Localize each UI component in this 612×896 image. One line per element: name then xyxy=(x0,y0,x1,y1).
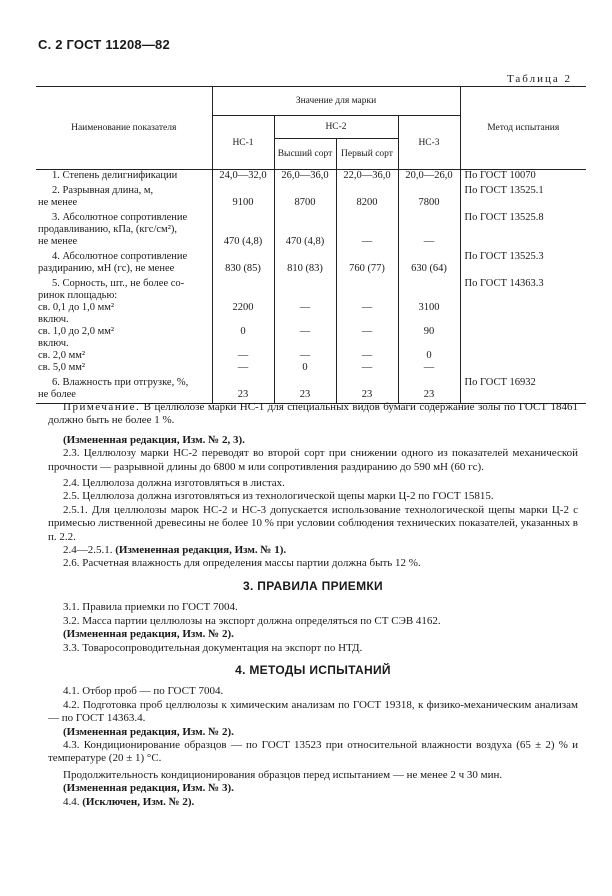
paragraph-2-5: 2.5. Целлюлоза должна изготовляться из технологической щепы марки Ц-2 по ГОСТ 15815. xyxy=(63,490,494,503)
value-line: 2200 xyxy=(232,302,254,313)
cell-indicator-name xyxy=(36,182,212,209)
value-line: 0 xyxy=(240,326,246,337)
indicator-name-line: 6. Влажность при отгрузке, %, xyxy=(52,377,189,388)
cell-value-top-grade xyxy=(274,170,336,183)
col-header-grade-value: Значение для марки xyxy=(212,87,460,116)
value-line xyxy=(277,185,334,197)
value-line: 3100 xyxy=(418,302,440,313)
indicator-name-line: не более xyxy=(38,389,76,400)
cell-value-nc1 xyxy=(212,170,274,183)
indicator-name-line: 4. Абсолютное сопротивление xyxy=(52,251,188,262)
value-line: 0 xyxy=(302,362,308,373)
paragraph-2-6: 2.6. Расчетная влажность для определения массы партии должна быть 12 %. xyxy=(63,557,421,570)
document-body xyxy=(48,401,578,809)
value-line: 7800 xyxy=(418,197,440,208)
table-row xyxy=(36,248,586,275)
value-line: — xyxy=(299,350,311,361)
cell-test-method: По ГОСТ 14363.3 xyxy=(460,275,586,374)
indicator-name-line: включ. xyxy=(38,314,69,325)
paragraph-3-1: 3.1. Правила приемки по ГОСТ 7004. xyxy=(63,601,238,614)
value-line: 23 xyxy=(299,389,311,400)
paragraph-4-1: 4.1. Отбор проб — по ГОСТ 7004. xyxy=(63,685,224,698)
value-line xyxy=(277,224,334,236)
indicator-name-line: не менее xyxy=(38,236,78,247)
indicator-name-line: ринок площадью: xyxy=(38,290,118,301)
paragraph-2-3: 2.3. Целлюлозу марки НС-2 переводят во второй сорт при снижении одного из показателей механической прочности — разрывной длины до 6800 м или сопротивления раздиранию до 590 мН (60 гс). xyxy=(48,447,578,473)
value-line xyxy=(401,290,458,302)
value-line xyxy=(401,185,458,197)
cell-value-top-grade xyxy=(274,209,336,248)
spec-table xyxy=(36,86,586,404)
cell-indicator-name xyxy=(36,209,212,248)
value-line xyxy=(277,212,334,224)
cell-value-first-grade xyxy=(336,248,398,275)
cell-indicator-name xyxy=(36,275,212,374)
value-line xyxy=(401,377,458,389)
value-line: — xyxy=(299,302,311,313)
value-line: 760 (77) xyxy=(349,263,385,274)
value-line xyxy=(277,278,334,290)
value-line: 8700 xyxy=(294,197,316,208)
col-header-method: Метод испытания xyxy=(460,87,586,170)
value-line xyxy=(401,314,458,326)
value-line: — xyxy=(361,362,373,373)
value-line xyxy=(215,290,272,302)
indicator-name-line: св. 0,1 до 1,0 мм² xyxy=(38,302,115,313)
value-line: 470 (4,8) xyxy=(285,236,325,247)
indicator-name-line: св. 1,0 до 2,0 мм² xyxy=(38,326,115,337)
indicator-name-line: 3. Абсолютное сопротивление xyxy=(52,212,188,223)
value-line xyxy=(277,377,334,389)
cell-value-top-grade xyxy=(274,248,336,275)
value-line: 24,0—32,0 xyxy=(219,170,267,181)
col-header-name: Наименование показателя xyxy=(36,87,212,170)
cell-value-nc1 xyxy=(212,182,274,209)
col-header-nc3: НС-3 xyxy=(398,116,460,170)
value-line: 470 (4,8) xyxy=(223,236,263,247)
value-line: 830 (85) xyxy=(225,263,261,274)
value-line: — xyxy=(237,362,249,373)
value-line: — xyxy=(423,362,435,373)
value-line xyxy=(401,224,458,236)
edit-note: (Исключен, Изм. № 2). xyxy=(79,795,195,808)
note-text: В целлюлозе марки НС-1 для специальных видов бумаги содержание золы по ГОСТ 18461 должно быть не более 1 %. xyxy=(48,401,578,427)
indicator-name-line: продавливанию, кПа, (кгс/см²), xyxy=(38,224,177,235)
value-line xyxy=(339,338,396,350)
value-line: 9100 xyxy=(232,197,254,208)
indicator-name-line: включ. xyxy=(38,338,69,349)
value-line xyxy=(339,224,396,236)
section-title-test-methods: 4. МЕТОДЫ ИСПЫТАНИЙ xyxy=(235,662,391,677)
value-line: — xyxy=(361,350,373,361)
value-line xyxy=(215,338,272,350)
value-line: — xyxy=(361,326,373,337)
cell-value-nc1 xyxy=(212,275,274,374)
cell-value-nc1 xyxy=(212,248,274,275)
value-line xyxy=(215,212,272,224)
value-line: 26,0—36,0 xyxy=(281,170,329,181)
value-line xyxy=(339,314,396,326)
paragraph-4-4 xyxy=(48,796,578,809)
cell-test-method: По ГОСТ 16932 xyxy=(460,374,586,404)
table-row xyxy=(36,275,586,374)
value-line xyxy=(339,377,396,389)
col-header-nc1: НС-1 xyxy=(212,116,274,170)
value-line xyxy=(215,377,272,389)
value-line: 630 (64) xyxy=(411,263,447,274)
table-row xyxy=(36,170,586,183)
value-line xyxy=(339,278,396,290)
value-line: 90 xyxy=(423,326,435,337)
paragraph-2-5-1: 2.5.1. Для целлюлозы марок НС-2 и НС-3 допускается использование технологической щепы марки Ц-2 с примесью лиственной древесины не более 10 % при условии соблюдения технических показателей, указанных в п. 2.2. xyxy=(48,503,578,543)
indicator-name-line: 1. Степень делигнификации xyxy=(52,170,178,181)
note-label: Примечание. xyxy=(63,401,141,413)
value-line: 20,0—26,0 xyxy=(405,170,453,181)
cell-value-nc3 xyxy=(398,209,460,248)
value-line xyxy=(339,212,396,224)
cell-test-method: По ГОСТ 13525.1 xyxy=(460,182,586,209)
cell-value-top-grade xyxy=(274,275,336,374)
paragraph-2-4: 2.4. Целлюлоза должна изготовляться в листах. xyxy=(63,477,285,490)
value-line xyxy=(401,278,458,290)
cell-test-method: По ГОСТ 13525.8 xyxy=(460,209,586,248)
indicator-name-line: раздиранию, мН (гс), не менее xyxy=(38,263,175,274)
section-title-acceptance: 3. ПРАВИЛА ПРИЕМКИ xyxy=(243,578,383,593)
value-line xyxy=(401,338,458,350)
cell-value-nc3 xyxy=(398,248,460,275)
value-line xyxy=(215,251,272,263)
cell-value-nc1 xyxy=(212,374,274,404)
cell-value-nc1 xyxy=(212,209,274,248)
value-line: — xyxy=(361,302,373,313)
value-line xyxy=(215,314,272,326)
value-line xyxy=(339,185,396,197)
indicator-name-line: 5. Сорность, шт., не более со- xyxy=(52,278,185,289)
value-line: 22,0—36,0 xyxy=(343,170,391,181)
value-line xyxy=(277,338,334,350)
paragraph-3-3: 3.3. Товаросопроводительная документация на экспорт по НТД. xyxy=(63,641,363,654)
cell-value-first-grade xyxy=(336,209,398,248)
col-header-top-grade: Высший сорт xyxy=(274,139,336,170)
cell-value-first-grade xyxy=(336,275,398,374)
paragraph-4-3: 4.3. Кондиционирование образцов — по ГОСТ 13523 при относительной влажности воздуха (65 ± 2) % и температуре (20 ± 1) °С. xyxy=(48,738,578,765)
page-header: С. 2 ГОСТ 11208—82 xyxy=(38,37,170,52)
cell-value-first-grade xyxy=(336,374,398,404)
indicator-name-line: св. 2,0 мм² xyxy=(38,350,86,361)
cell-value-first-grade xyxy=(336,170,398,183)
value-line: — xyxy=(361,236,373,247)
paragraph-4-2: 4.2. Подготовка проб целлюлозы к химическим анализам по ГОСТ 19318, к физико-механическим анализам — по ГОСТ 14363.4. xyxy=(48,698,578,725)
cell-indicator-name xyxy=(36,248,212,275)
indicator-name-line: 2. Разрывная длина, м, xyxy=(52,185,154,196)
value-line xyxy=(277,290,334,302)
paragraph-2-4-2-5-1 xyxy=(48,544,578,557)
cell-value-nc3 xyxy=(398,182,460,209)
edit-note: (Измененная редакция, Изм. № 2, 3). xyxy=(63,433,245,446)
cell-value-nc3 xyxy=(398,170,460,183)
value-line: — xyxy=(237,350,249,361)
clause-ref: 4.4. xyxy=(63,795,80,808)
value-line: 23 xyxy=(423,389,435,400)
value-line xyxy=(215,224,272,236)
cell-test-method: По ГОСТ 13525.3 xyxy=(460,248,586,275)
col-header-first-grade: Первый сорт xyxy=(336,139,398,170)
value-line xyxy=(401,251,458,263)
value-line xyxy=(215,185,272,197)
table-note xyxy=(48,401,578,428)
value-line xyxy=(277,251,334,263)
table-row xyxy=(36,374,586,404)
edit-note: (Измененная редакция, Изм. № 3). xyxy=(63,782,234,795)
indicator-name-line: не менее xyxy=(38,197,78,208)
cell-value-nc3 xyxy=(398,374,460,404)
table-row xyxy=(36,182,586,209)
col-header-nc2: НС-2 xyxy=(274,116,398,139)
cell-test-method: По ГОСТ 10070 xyxy=(460,170,586,183)
value-line xyxy=(401,212,458,224)
value-line: 23 xyxy=(361,389,373,400)
edit-note: (Измененная редакция, Изм. № 1). xyxy=(112,544,287,557)
paragraph-3-2: 3.2. Масса партии целлюлозы на экспорт должна определяться по СТ СЭВ 4162. xyxy=(63,614,441,627)
cell-indicator-name xyxy=(36,170,212,183)
cell-value-first-grade xyxy=(336,182,398,209)
clause-ref: 2.4—2.5.1. xyxy=(63,544,113,557)
cell-value-nc3 xyxy=(398,275,460,374)
value-line: — xyxy=(299,326,311,337)
indicator-name-line: св. 5,0 мм² xyxy=(38,362,86,373)
table-caption: Таблица 2 xyxy=(506,73,572,85)
value-line: 0 xyxy=(426,350,432,361)
cell-indicator-name xyxy=(36,374,212,404)
value-line: 8200 xyxy=(356,197,378,208)
cell-value-top-grade xyxy=(274,182,336,209)
table-row xyxy=(36,209,586,248)
value-line xyxy=(339,251,396,263)
value-line: 23 xyxy=(237,389,249,400)
paragraph-4-3-duration: Продолжительность кондиционирования образцов перед испытанием — не менее 2 ч 30 мин. xyxy=(63,768,503,781)
value-line: — xyxy=(423,236,435,247)
table-body xyxy=(36,170,586,404)
value-line xyxy=(215,278,272,290)
value-line xyxy=(339,290,396,302)
value-line xyxy=(277,314,334,326)
cell-value-top-grade xyxy=(274,374,336,404)
edit-note: (Измененная редакция, Изм. № 2). xyxy=(63,725,234,738)
edit-note: (Измененная редакция, Изм. № 2). xyxy=(63,628,234,641)
value-line: 810 (83) xyxy=(287,263,323,274)
